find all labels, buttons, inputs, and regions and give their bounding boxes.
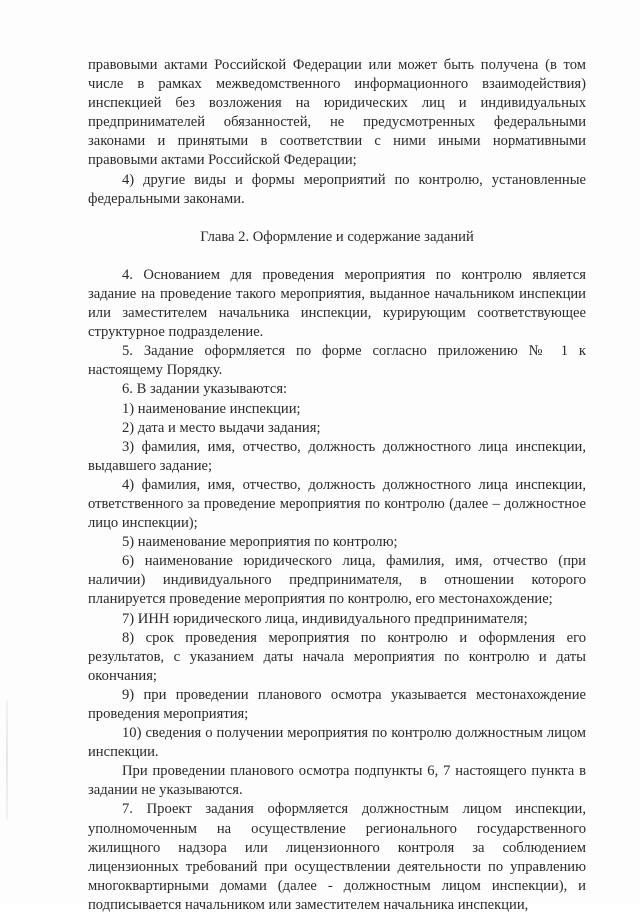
list-item-9: 9) при проведении планового осмотра указывается местонахождение проведения мероприятия; [88, 686, 586, 722]
paragraph-clause-4: 4. Основанием для проведения мероприятия по контролю является задание на проведение такого мероприятия, выданное начальником инспекции или заместителем начальника инспекции, курирующим соответствующее структурное подразделение. [88, 266, 586, 341]
list-item-3: 3) фамилия, имя, отчество, должность должностного лица инспекции, выдавшего задание; [88, 438, 586, 474]
paragraph-clause-6: 6. В задании указываются: [122, 381, 288, 398]
document-body [88, 56, 586, 915]
list-item-6: 6) наименование юридического лица, фамилия, имя, отчество (при наличии) индивидуального предпринимателя, в отношении которого планируется проведение мероприятия по контролю, его местонахождение; [88, 553, 586, 608]
list-item-1: 1) наименование инспекции; [122, 400, 301, 417]
list-item-10: 10) сведения о получении мероприятия по контролю должностным лицом инспекции. [88, 725, 586, 761]
list-item-5: 5) наименование мероприятия по контролю; [122, 534, 398, 551]
list-item-8: 8) срок проведения мероприятия по контролю и оформления его результатов, с указанием даты начала мероприятия по контролю и даты окончания; [88, 629, 586, 684]
list-item-7: 7) ИНН юридического лица, индивидуального предпринимателя; [122, 610, 528, 627]
paragraph-item-4-other-forms: 4) другие виды и формы мероприятий по контролю, установленные федеральными законами. [88, 171, 586, 207]
list-item-4: 4) фамилия, имя, отчество, должность должностного лица инспекции, ответственного за проведение мероприятия по контролю (далее – должностное лицо инспекции); [88, 476, 586, 532]
scan-edge-mark [6, 700, 8, 820]
paragraph-continuation: правовыми актами Российской Федерации или может быть получена (в том числе в рамках межведомственного информационного взаимодействия) инспекцией без возложения на юридических лиц и индивидуальных предпринимателей обязанностей, не предусмотренных федеральными законами и принятыми в соответствии с ними иными нормативными правовыми актами Российской Федерации; [88, 57, 586, 169]
paragraph-clause-5: 5. Задание оформляется по форме согласно приложению № 1 к настоящему Порядку. [88, 343, 586, 379]
paragraph-planned-inspection-note: При проведении планового осмотра подпункты 6, 7 настоящего пункта в задании не указываются. [88, 763, 586, 799]
chapter-heading: Глава 2. Оформление и содержание заданий [200, 228, 474, 245]
paragraph-clause-7: 7. Проект задания оформляется должностным лицом инспекции, уполномоченным на осуществление регионального государственного жилищного надзора или лицензионного контроля за соблюдением лицензионных требований при осуществлении деятельности по управлению многоквартирными домами (далее - должностным лицом инспекции), и подписывается начальником или заместителем начальника инспекции, [88, 801, 586, 913]
list-item-2: 2) дата и место выдачи задания; [122, 419, 321, 436]
